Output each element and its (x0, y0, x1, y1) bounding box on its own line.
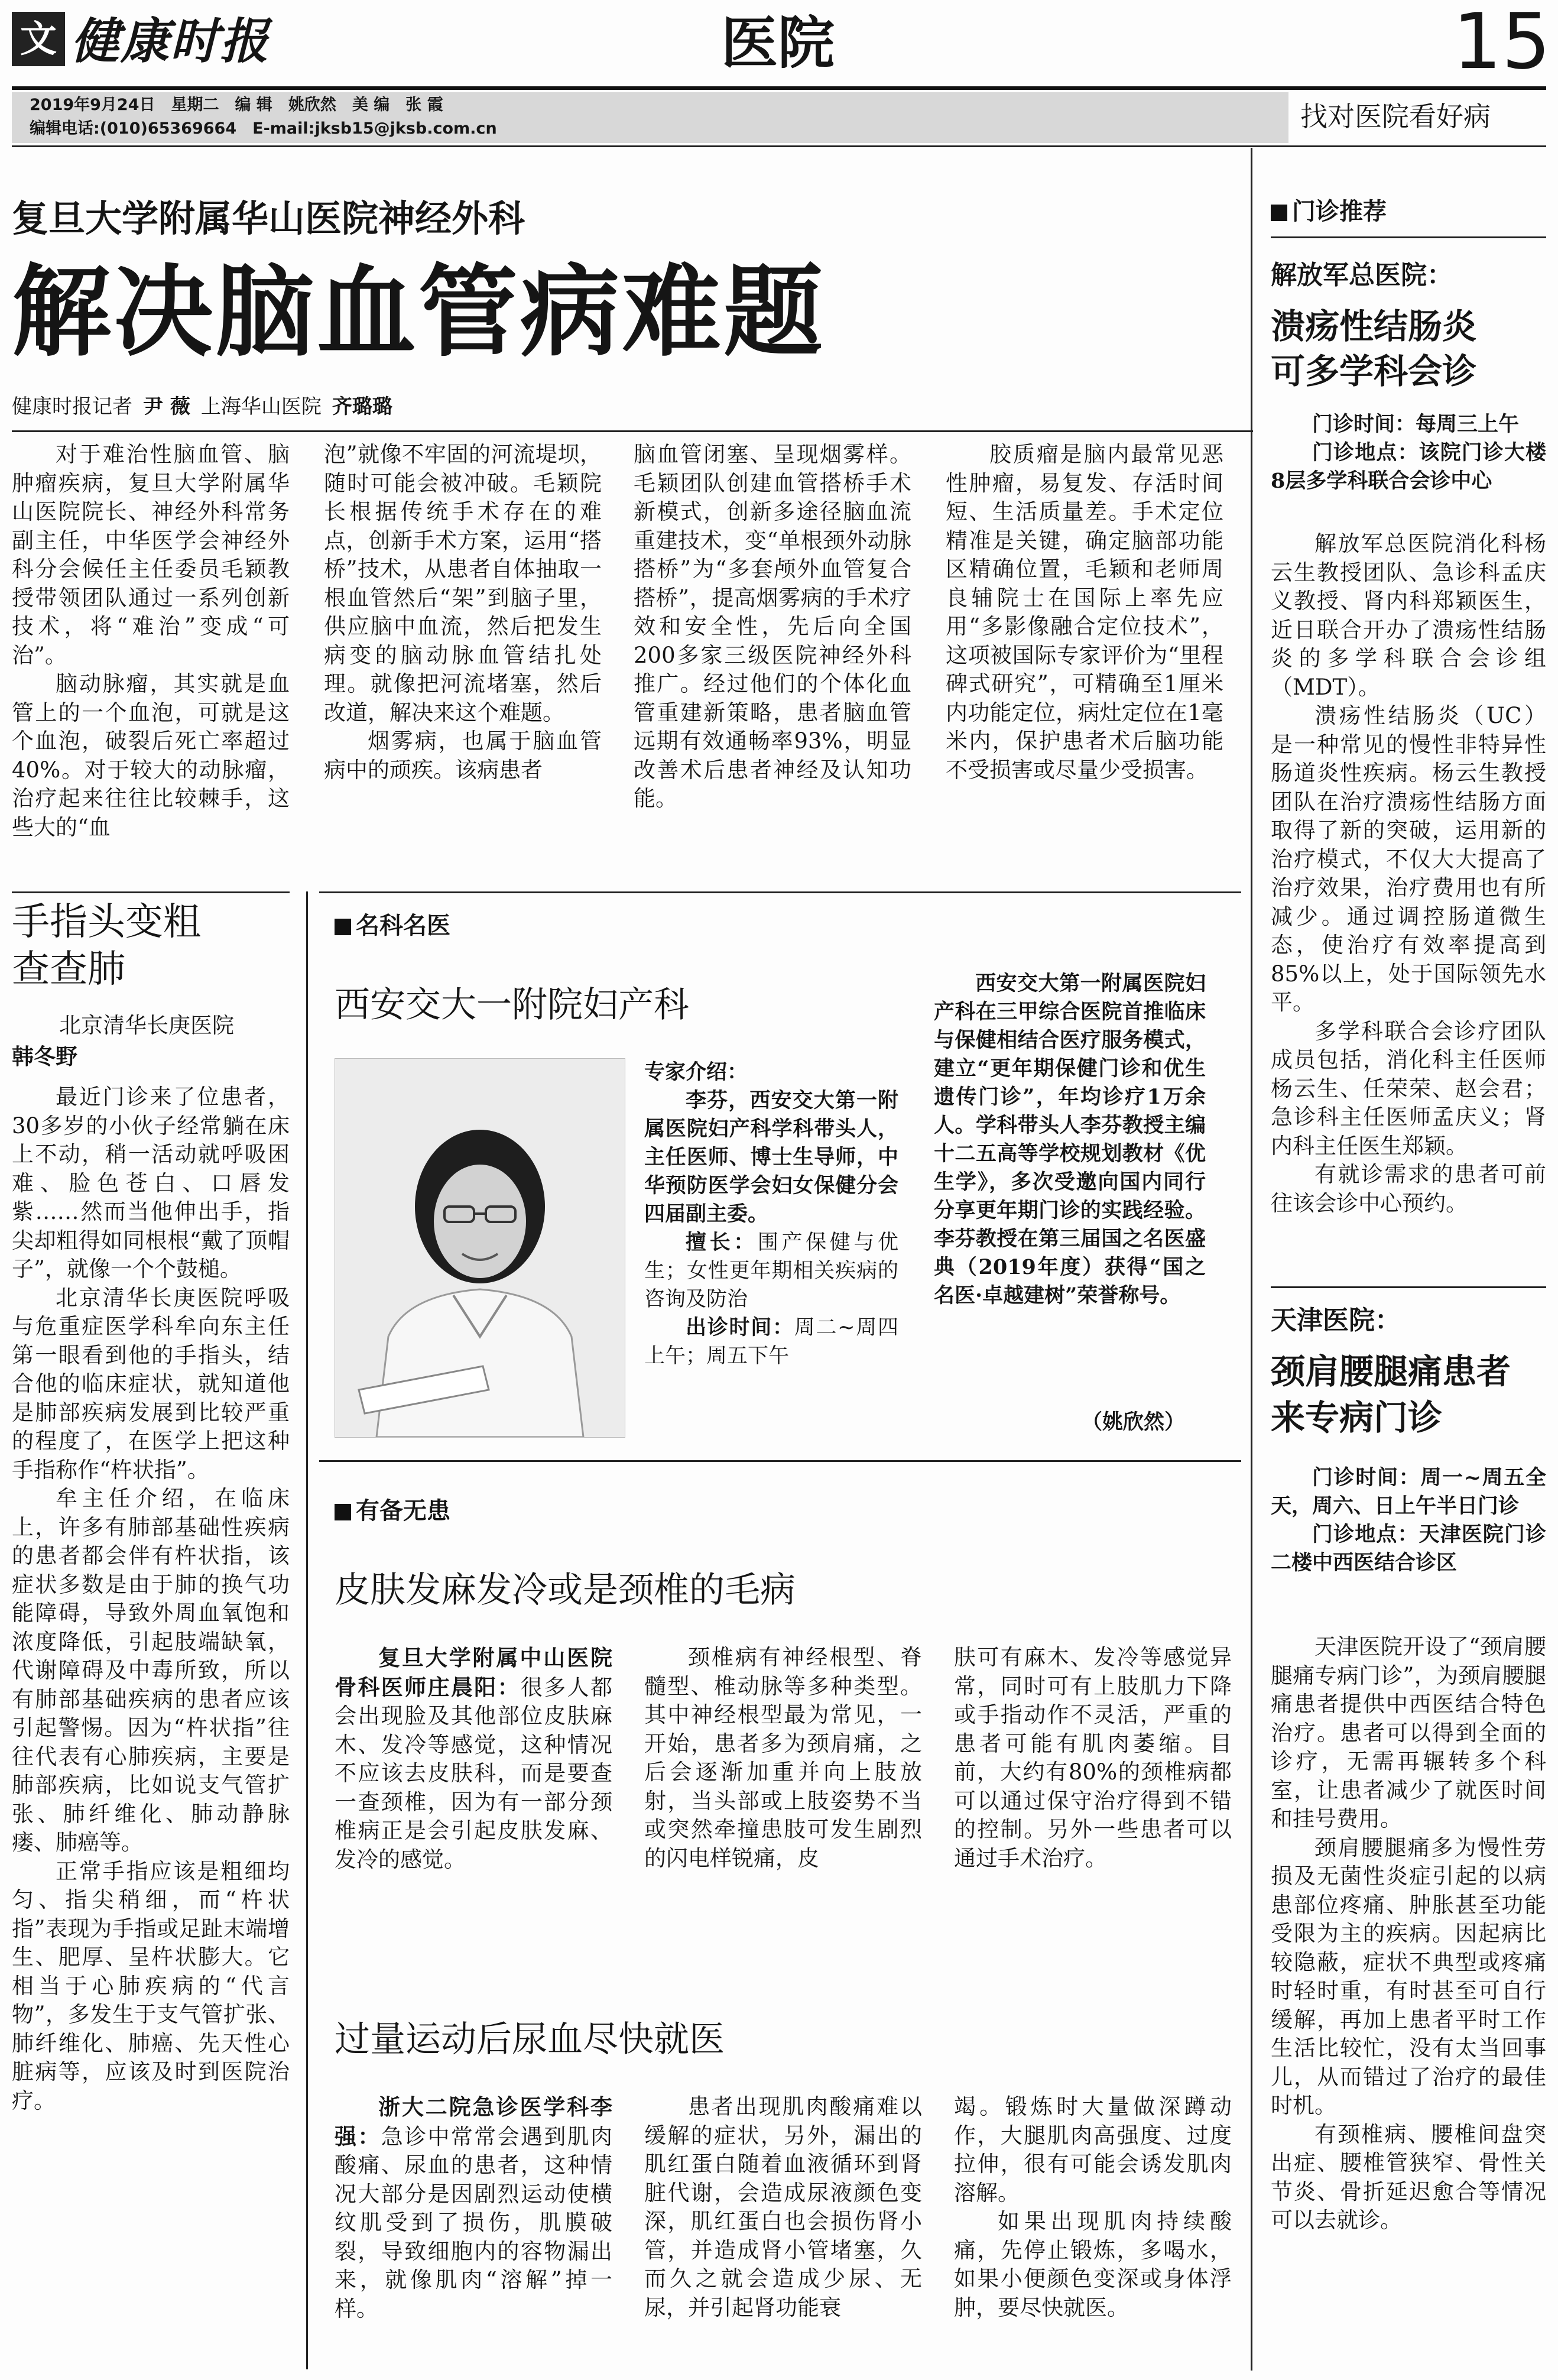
article1-col-2 (644, 1643, 922, 1974)
intro-label: 专家介绍： (644, 1060, 748, 1084)
hospital2-headline-2: 来专病门诊 (1271, 1397, 1443, 1438)
department-intro: 西安交大第一附属医院妇产科在三甲综合医院首推临床与保健相结合医疗服务模式，建立“更年期保健门诊和优生遗传门诊”，年均诊疗1万余人。学科带头人李芬教授主编十二五高等学校规划教材《优生学》，多次受邀向国内同行分享更年期门诊的实践经验。李芬教授在第三届国之名医盛典（2019年度）获得“国之名医·卓越建树”荣誉称号。 (934, 971, 1206, 1308)
doctor-intro (644, 1058, 898, 1370)
paragraph: 最近门诊来了位患者，30多岁的小伙子经常躺在床上不动，稍一活动就呼吸困难、脸色苍白、口唇发紫……然而当他伸出手，指尖却粗得如同根根“戴了顶帽子”，就像一个个鼓槌。 (12, 1084, 290, 1282)
sidebar-divider (1251, 148, 1252, 2371)
paper-name: 健康时报 (71, 13, 270, 70)
slogan: 找对医院看好病 (1300, 100, 1491, 132)
expertise: 擅长：围产保健与优生；女性更年期相关疾病的咨询及防治 (644, 1230, 898, 1311)
prepared-section-label: 有备无患 (335, 1496, 450, 1526)
sidebar-label-rule (1271, 236, 1546, 238)
main-col-2 (324, 440, 602, 890)
article2-col-2 (644, 2093, 922, 2371)
paragraph: 脑动脉瘤，其实就是血管上的一个血泡，可就是这个血泡，破裂后死亡率超过40%。对于较大的动脉瘤，治疗起来往往比较棘手，这些大的“血 (12, 671, 290, 840)
paragraph: 胶质瘤是脑内最常见恶性肿瘤，易复发、存活时间短、生活质量差。手术定位精准是关键，确定脑部功能区精确位置，毛颖和老师周良辅院士在国际上率先应用“多影像融合定位技术”，这项被国际专家评价为“里程碑式研究”，可精确至1厘米内功能定位，病灶定位在1毫米内，保护患者术后脑功能不受损害或尽量少受损害。 (946, 442, 1223, 783)
section-title: 医院 (721, 9, 835, 76)
byline-rule (12, 430, 1253, 432)
hospital1-clinic-info (1271, 410, 1546, 495)
finger-title-1: 手指头变粗 (12, 900, 201, 944)
doctor-portrait-icon (335, 1059, 625, 1437)
paragraph: 泡”就像不牢固的河流堤坝，随时可能会被冲破。毛颖院长根据传统手术存在的难点，创新手术方案，运用“搭桥”技术，从患者自体抽取一根血管然后“架”到脑子里，供应脑中血流，然后把发生病变的脑动脉血管结扎处理。就像把河流堵塞，然后改道，解决来这个难题。 (324, 442, 602, 725)
finger-title-2: 查查肺 (12, 948, 125, 991)
article1-col-3 (954, 1643, 1232, 1974)
hospital2-time: 门诊时间：周一~周五全天，周六、日上午半日门诊 (1271, 1465, 1546, 1518)
byline-author: 齐璐璐 (332, 395, 392, 419)
main-byline (12, 390, 403, 423)
page-number: 15 (1453, 0, 1551, 86)
paragraph: 牟主任介绍，在临床上，许多有肺部基础性疾病的患者都会伴有杵状指，该症状多数是由于肺的换气功能障碍，导致外周血氧饱和浓度降低，引起肢端缺氧，代谢障碍及中毒所致，所以有肺部基础疾病的患者应该引起警惕。因为“杵状指”往往代表有心肺疾病，主要是肺部疾病，比如说支气管扩张、肺纤维化、肺动静脉瘘、肺癌等。 (12, 1486, 290, 1855)
hospital2-place: 门诊地点：天津医院门诊二楼中西医结合诊区 (1271, 1522, 1546, 1575)
finger-body (12, 1083, 290, 2372)
masthead-bottom-rule (12, 145, 1546, 147)
left-column-divider (306, 891, 308, 2369)
paragraph: 颈肩腰腿痛多为慢性劳损及无菌性炎症引起的以病患部位疼痛、肿胀甚至功能受限为主的疾病。因起病比较隐蔽，症状不典型或疼痛时轻时重，有时甚至可自行缓解，再加上患者平时工作生活比较忙，没有太当回事儿，从而错过了治疗的最佳时机。 (1271, 1834, 1546, 2118)
hospital2-clinic-info (1271, 1464, 1546, 1577)
paragraph: 多学科联合会诊疗团队成员包括，消化科主任医师杨云生、任荣荣、赵会君；急诊科主任医师孟庆义；肾内科主任医生郑颖。 (1271, 1018, 1546, 1159)
hospital1-time: 门诊时间：每周三上午 (1312, 412, 1520, 436)
paragraph: 脑血管闭塞、呈现烟雾样。毛颖团队创建血管搭桥手术新模式，创新多途径脑血流重建技术，变“单根颈外动脉搭桥”为“多套颅外血管复合搭桥”，提高烟雾病的手术疗效和安全性，先后向全国200多家三级医院神经外科推广。经过他们的个体化血管重建新策略，患者脑血管远期有效通畅率93%，明显改善术后患者神经及认知功能。 (634, 442, 911, 811)
famous-top-rule (319, 891, 1241, 893)
hospital1-name: 解放军总医院： (1271, 260, 1453, 290)
famous-section-label: 名科名医 (335, 910, 450, 941)
hospital2-body (1271, 1633, 1546, 2372)
article2-title: 过量运动后尿血尽快就医 (335, 2019, 725, 2060)
clinic-time: 出诊时间：周二~周四上午；周五下午 (644, 1315, 898, 1368)
paragraph: 对于难治性脑血管、脑肿瘤疾病，复旦大学附属华山医院院长、神经外科常务副主任，中华医学会神经外科分会候任主任委员毛颖教授带领团队通过一系列创新技术，将“难治”变成“可治”。 (12, 442, 290, 668)
paragraph: 浙大二院急诊医学科李强：急诊中常常会遇到肌肉酸痛、尿血的患者，这种情况大部分是因剧烈运动使横纹肌受到了损伤，肌膜破裂，导致细胞内的容物漏出来，就像肌肉“溶解”掉一样。 (335, 2094, 612, 2321)
hospital1-headline-1: 溃疡性结肠炎 (1271, 306, 1477, 346)
byline-reporter: 尹 薇 (143, 395, 190, 419)
hospital2-name: 天津医院： (1271, 1305, 1401, 1335)
info-contact: 编辑电话:(010)65369664 E-mail:jksb15@jksb.com.cn (30, 119, 497, 138)
hospital1-headline-2: 可多学科会诊 (1271, 351, 1477, 391)
hospital1-body (1271, 530, 1546, 1292)
paragraph: 肤可有麻木、发冷等感觉异常，同时可有上肢肌力下降或手指动作不灵活，严重的患者可能有肌肉萎缩。目前，大约有80%的颈椎病都可以通过保守治疗得到不错的控制。另外一些患者可以通过手术治疗。 (954, 1645, 1232, 1871)
finger-top-rule (12, 891, 290, 893)
info-bar (12, 92, 1288, 143)
paragraph: 天津医院开设了“颈肩腰腿痛专病门诊”，为颈肩腰腿痛患者提供中西医结合特色治疗。患者可以得到全面的诊疗，无需再辗转多个科室，让患者减少了就医时间和挂号费用。 (1271, 1634, 1546, 1831)
paragraph: 患者出现肌肉酸痛难以缓解的症状，另外，漏出的肌红蛋白随着血液循环到肾脏代谢，会造成尿液颜色变深，肌红蛋白也会损伤肾小管，并造成肾小管堵塞，久而久之就会造成少尿、无尿，并引起肾功能衰 (644, 2094, 922, 2320)
article1-col-1 (335, 1643, 612, 1974)
main-headline: 解决脑血管病难题 (12, 253, 825, 370)
paragraph: 正常手指应该是粗细均匀、指尖稍细，而“杵状指”表现为手指或足趾末端增生、肥厚、呈杵状膨大。它相当于心肺疾病的“代言物”，多发生于支气管扩张、肺纤维化、肺癌、先天性心脏病等，应该及时到医院治疗。 (12, 1858, 290, 2113)
byline-prefix: 健康时报记者 (12, 395, 132, 419)
doctor-photo (335, 1058, 625, 1438)
paragraph: 有颈椎病、腰椎间盘突出症、腰椎管狭窄、骨性关节炎、骨折延迟愈合等情况可以去就诊。 (1271, 2121, 1546, 2233)
main-col-3 (634, 440, 911, 890)
paragraph: 烟雾病，也属于脑血管病中的顽疾。该病患者 (324, 728, 602, 783)
paragraph: 溃疡性结肠炎（UC）是一种常见的慢性非特异性肠道炎性疾病。杨云生教授团队在治疗溃疡性结肠方面取得了新的突破，运用新的治疗模式，不仅大大提高了治疗效果，治疗费用也有所减少。通过调控肠道微生态，使治疗有效率提高到85%以上，处于国际领先水平。 (1271, 703, 1546, 1015)
paragraph: 有就诊需求的患者可前往该会诊中心预约。 (1271, 1162, 1546, 1216)
paragraph: 北京清华长庚医院呼吸与危重症医学科牟向东主任第一眼看到他的手指头，结合他的临床症状，就知道他是肺部疾病发展到比较严重的程度了，在医学上把这种手指称作“杵状指”。 (12, 1285, 290, 1483)
main-kicker: 复旦大学附属华山医院神经外科 (12, 197, 525, 240)
paragraph: 解放军总医院消化科杨云生教授团队、急诊科孟庆义教授、肾内科郑颖医生，近日联合开办了溃疡性结肠炎的多学科联合会诊组（MDT）。 (1271, 531, 1546, 700)
finger-author: 韩冬野 (12, 1043, 77, 1069)
main-col-1 (12, 440, 290, 890)
paragraph: 颈椎病有神经根型、脊髓型、椎动脉等多种类型。其中神经根型最为常见，一开始，患者多为颈肩痛，之后会逐渐加重并向上肢放射，当头部或上肢姿势不当或突然牵撞患肢可发生剧烈的闪电样锐痛，皮 (644, 1645, 922, 1871)
masthead-rule (12, 86, 1546, 90)
info-date-editors: 2019年9月24日 星期二 编 辑 姚欣然 美 编 张 霞 (30, 96, 443, 114)
paragraph: 复旦大学附属中山医院骨科医师庄晨阳：很多人都会出现脸及其他部位皮肤麻木、发冷等感觉，这种情况不应该去皮肤科，而是要查一查颈椎，因为有一部分颈椎病正是会引起皮肤发麻、发冷的感觉。 (335, 1645, 612, 1872)
famous-title: 西安交大一附院妇产科 (335, 984, 689, 1026)
hospital2-headline-1: 颈肩腰腿痛患者 (1271, 1351, 1511, 1392)
prepared-top-rule (319, 1460, 1241, 1462)
paragraph: 如果出现肌肉持续酸痛，先停止锻炼，多喝水，如果小便颜色变深或身体浮肿，要尽快就医。 (954, 2209, 1232, 2320)
intro-text: 李芬，西安交大第一附属医院妇产科学科带头人，主任医师、博士生导师，中华预防医学会妇女保健分会四届副主委。 (644, 1088, 898, 1226)
article1-title: 皮肤发麻发冷或是颈椎的毛病 (335, 1570, 796, 1611)
hospital1-place: 门诊地点：该院门诊大楼8层多学科联合会诊中心 (1271, 440, 1546, 493)
main-col-4 (946, 440, 1223, 890)
article2-col-1 (335, 2093, 612, 2371)
byline-org: 上海华山医院 (200, 395, 322, 419)
paper-logo-mark: 文 (12, 12, 65, 66)
finger-source: 北京清华长庚医院 (59, 1013, 234, 1038)
famous-editor: （姚欣然） (1082, 1410, 1186, 1434)
paragraph: 竭。锻炼时大量做深蹲动作，大腿肌肉高强度、过度拉伸，很有可能会诱发肌肉溶解。 (954, 2094, 1232, 2206)
sidebar-mid-rule (1271, 1286, 1546, 1288)
sidebar-section-label: 门诊推荐 (1271, 196, 1387, 227)
article2-col-3 (954, 2093, 1232, 2371)
